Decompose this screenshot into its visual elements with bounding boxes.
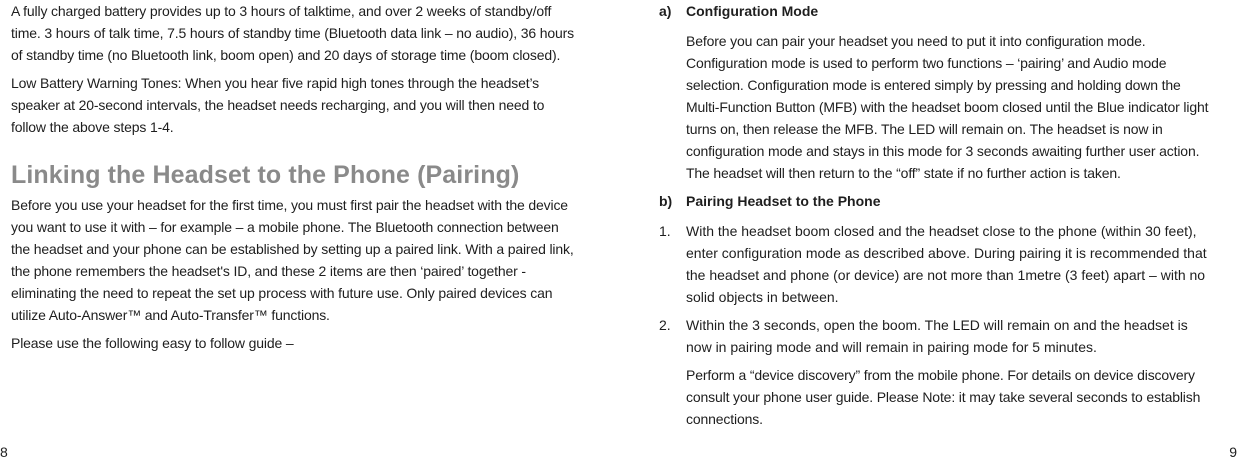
page-number-right: 9	[1229, 444, 1237, 460]
section-a-header	[659, 0, 1214, 22]
left-page	[11, 0, 576, 354]
list-item	[659, 314, 1214, 358]
guide-intro-paragraph: Please use the following easy to follow guide –	[11, 335, 294, 351]
configuration-mode-paragraph: Before you can pair your headset you need to put it into configuration mode. Configuration mode is used to perform two functions – ‘pairing’ and Audio mode selection. Configuration mode is entered simply by pressing and holding down the Multi-Function Button (MFB) with the headset boom closed until the Blue indicator light turns on, then release the MFB. The LED will remain on. The headset is now in configuration mode and stays in this mode for 3 seconds awaiting further user action. The headset will then return to the “off” state if no further action is taken.	[686, 33, 1209, 181]
battery-paragraph: A fully charged battery provides up to 3 hours of talktime, and over 2 weeks of standby/off time. 3 hours of talk time, 7.5 hours of standby time (Bluetooth data link – no audio), 36 hours of standby time (no Bluetooth link, boom open) and 20 days of storage time (boom closed).	[11, 3, 575, 63]
pairing-intro-paragraph: Before you use your headset for the first time, you must first pair the headset with the device you want to use it with – for example – a mobile phone. The Bluetooth connection between the headset and your phone can be established by setting up a paired link. With a paired link, the phone remembers the headset's ID, and these 2 items are then ‘paired’ together - eliminating the need to repeat the set up process with future use. Only paired devices can utilize Auto-Answer™ and Auto-Transfer™ functions.	[11, 197, 574, 323]
section-a-title: Configuration Mode	[686, 3, 819, 19]
step-text: Within the 3 seconds, open the boom. The LED will remain on and the headset is now in pairing mode and will remain in pairing mode for 5 minutes.	[686, 317, 1188, 355]
right-page	[659, 0, 1214, 430]
step-number: 2.	[659, 317, 671, 333]
device-discovery-paragraph: Perform a “device discovery” from the mobile phone. For details on device discovery consult your phone user guide. Please Note: it may take several seconds to establish connections.	[686, 367, 1201, 427]
step-text: With the headset boom closed and the headset close to the phone (within 30 feet), enter configuration mode as described above. During pairing it is recommended that the headset and phone (or device) are not more than 1metre (3 feet) apart – with no solid objects in between.	[686, 223, 1207, 305]
list-item	[659, 220, 1214, 308]
low-battery-paragraph: Low Battery Warning Tones: When you hear five rapid high tones through the headset’s speaker at 20-second intervals, the headset needs recharging, and you will then need to follow the above steps 1-4.	[11, 75, 545, 135]
section-b-title: Pairing Headset to the Phone	[686, 193, 881, 209]
step-number: 1.	[659, 223, 671, 239]
section-b-header	[659, 190, 1214, 212]
section-a-marker: a)	[659, 3, 672, 19]
section-heading-pairing: Linking the Headset to the Phone (Pairing)	[11, 161, 520, 189]
page-number-left: 8	[0, 444, 8, 460]
section-b-marker: b)	[659, 193, 673, 209]
